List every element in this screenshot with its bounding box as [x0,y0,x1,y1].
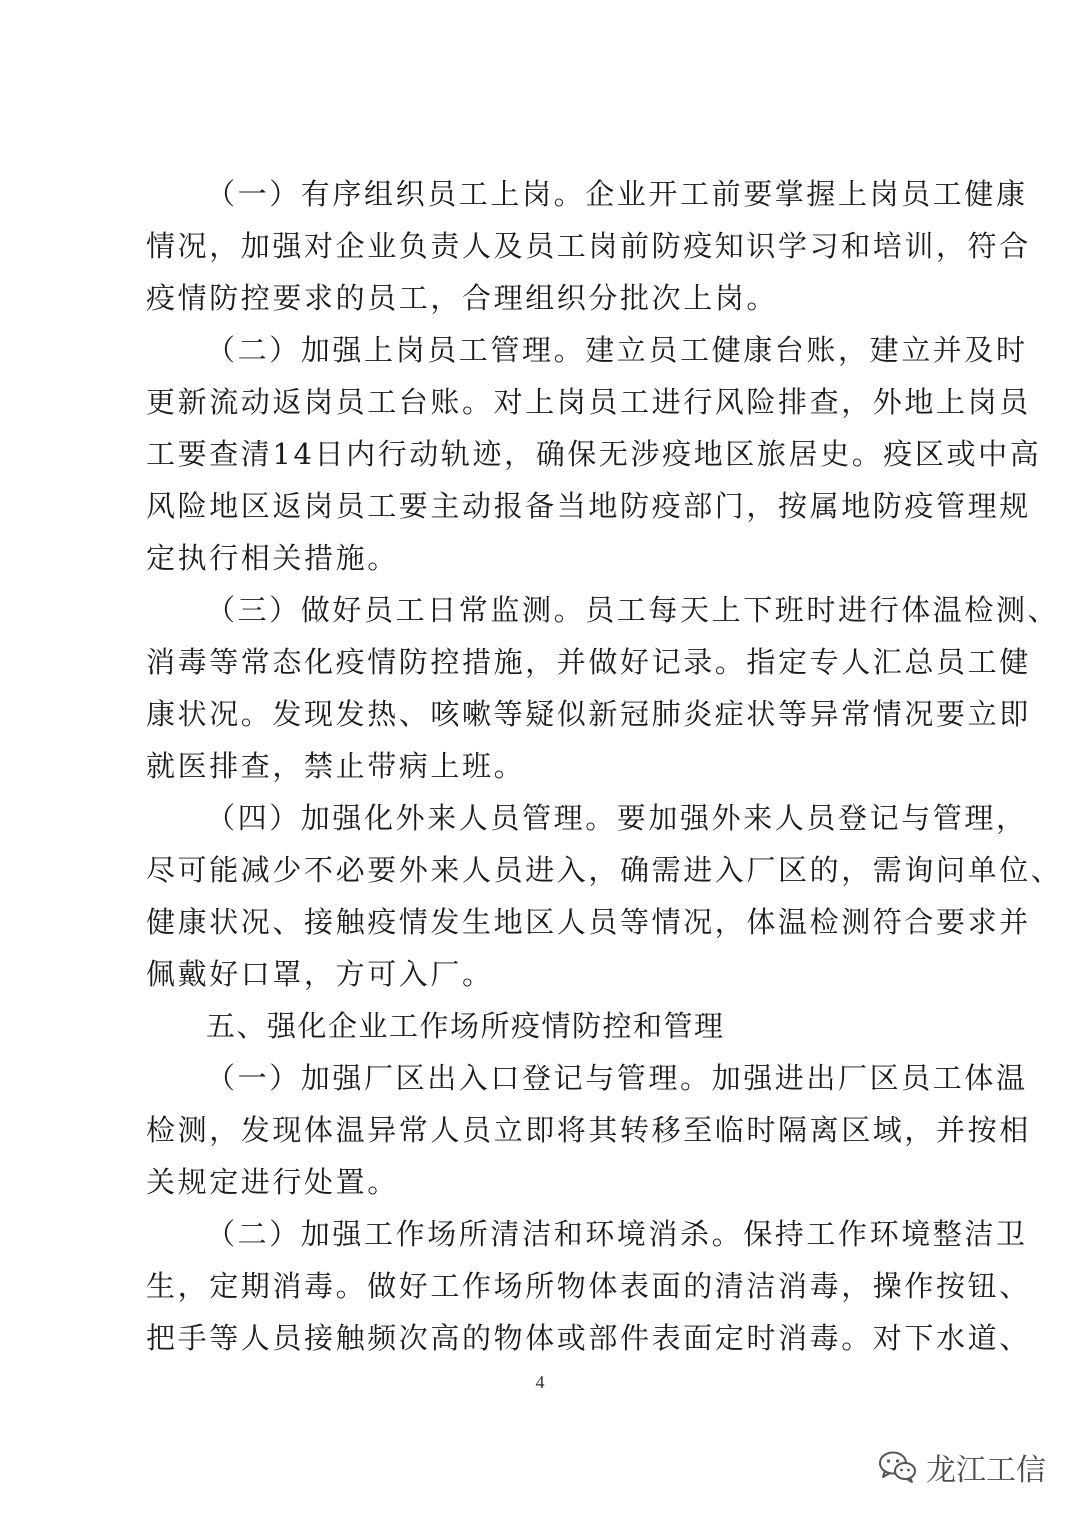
page-number: 4 [535,1372,545,1392]
section-heading: 五、强化企业工作场所疫情防控和管理 [206,1009,725,1043]
paragraph-line: （三）做好员工日常监测。员工每天上下班时进行体温检测、 [206,593,1060,627]
paragraph-line: （一）加强厂区出入口登记与管理。加强进出厂区员工体温 [206,1061,1028,1095]
paragraph-line: （二）加强工作场所清洁和环境消杀。保持工作环境整洁卫 [206,1217,1028,1251]
watermark-text: 龙江工信 [926,1453,1046,1488]
paragraph-line: 定执行相关措施。 [146,541,399,575]
paragraph-line: 康状况。发现发热、咳嗽等疑似新冠肺炎症状等异常情况要立即 [146,697,1031,731]
paragraph-line: 尽可能减少不必要外来人员进入，确需进入厂区的，需询问单位、 [146,853,1063,887]
paragraph-line: 健康状况、接触疫情发生地区人员等情况，体温检测符合要求并 [146,905,1031,939]
paragraph-line: 佩戴好口罩，方可入厂。 [146,957,494,991]
watermark [878,1447,1046,1487]
paragraph-line: （二）加强上岗员工管理。建立员工健康台账，建立并及时 [206,333,1028,367]
paragraph-line: 把手等人员接触频次高的物体或部件表面定时消毒。对下水道、 [146,1321,1031,1355]
paragraph-line: 消毒等常态化疫情防控措施，并做好记录。指定专人汇总员工健 [146,645,1031,679]
paragraph-line: 生，定期消毒。做好工作场所物体表面的清洁消毒，操作按钮、 [146,1269,1031,1303]
paragraph-line: 工要查清14日内行动轨迹，确保无涉疫地区旅居史。疫区或中高 [146,437,1042,471]
paragraph-line: 更新流动返岗员工台账。对上岗员工进行风险排查，外地上岗员 [146,385,1031,419]
paragraph-line: 疫情防控要求的员工，合理组织分批次上岗。 [146,281,779,315]
paragraph-line: 关规定进行处置。 [146,1165,399,1199]
paragraph-line: 风险地区返岗员工要主动报备当地防疫部门，按属地防疫管理规 [146,489,1031,523]
paragraph-line: 情况，加强对企业负责人及员工岗前防疫知识学习和培训，符合 [146,229,1031,263]
paragraph-line: 就医排查，禁止带病上班。 [146,749,526,783]
paragraph-line: （四）加强化外来人员管理。要加强外来人员登记与管理， [206,801,1028,835]
paragraph-line: （一）有序组织员工上岗。企业开工前要掌握上岗员工健康 [206,177,1028,211]
paragraph-line: 检测，发现体温异常人员立即将其转移至临时隔离区域，并按相 [146,1113,1031,1147]
wechat-icon [878,1450,918,1484]
